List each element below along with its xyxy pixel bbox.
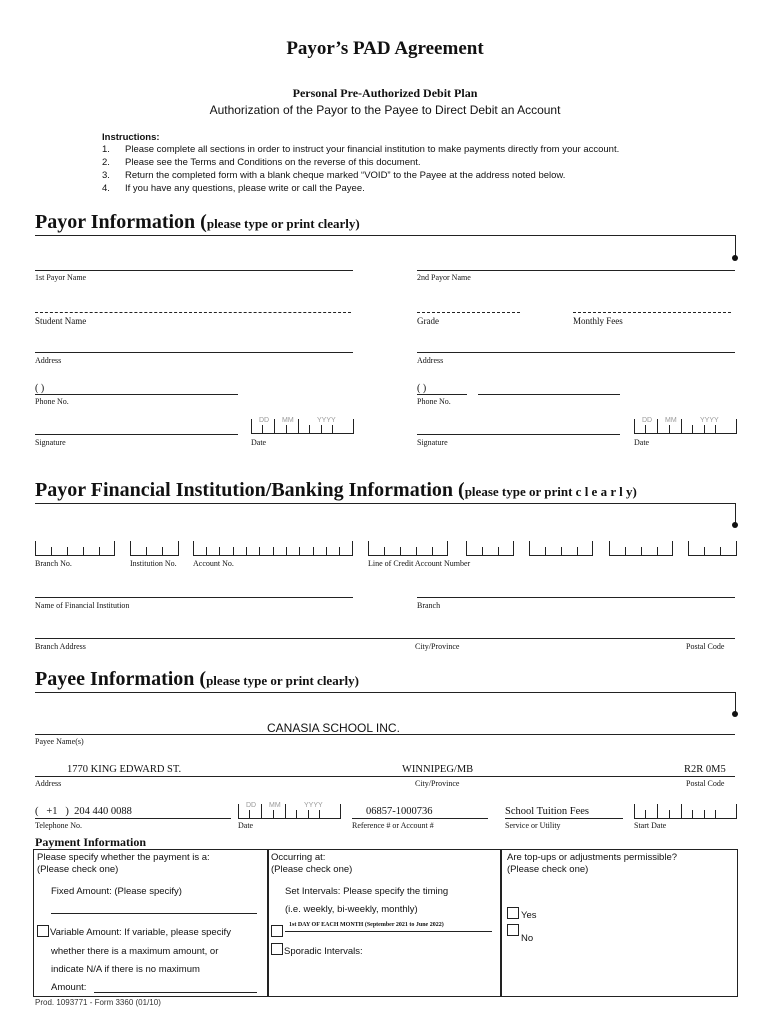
payee-city-label: City/Province	[415, 779, 460, 788]
subtitle: Personal Pre-Authorized Debit Plan	[292, 86, 478, 100]
instruction-item: 1. Please complete all sections in order to instruct your financial institution to make payments directly from your account.	[102, 144, 620, 155]
occurrence-cell	[267, 849, 502, 997]
section-rule-dot	[732, 522, 738, 528]
payor-address-field[interactable]	[35, 352, 353, 353]
monthly-fees-field[interactable]	[573, 312, 731, 313]
sporadic-label: Sporadic Intervals:	[284, 946, 363, 957]
section-rule	[35, 503, 736, 504]
line-of-credit-field[interactable]	[529, 541, 593, 556]
payee-phone-area: +1	[46, 806, 58, 817]
no-checkbox[interactable]	[507, 924, 519, 936]
payment-type-cell	[33, 849, 269, 997]
interval-field	[285, 931, 492, 932]
postal-code-label: Postal Code	[686, 642, 725, 651]
service-label: Service or Utility	[505, 821, 561, 830]
variable-amount-label: Variable Amount: If variable, please specify	[50, 927, 231, 938]
payee-phone-field	[35, 818, 231, 819]
instruction-item: 4. If you have any questions, please write or call the Payee.	[102, 183, 365, 194]
branch-field[interactable]	[417, 597, 735, 598]
page-title: Payor’s PAD Agreement	[286, 38, 484, 59]
address-label: Address	[417, 356, 444, 365]
date-label: Date	[634, 438, 650, 447]
branch-address-label: Branch Address	[35, 642, 86, 651]
payee-postal-label: Postal Code	[686, 779, 725, 788]
signature-field[interactable]	[35, 434, 238, 435]
adjustments-intro: Are top-ups or adjustments permissible?	[507, 852, 678, 863]
line-of-credit-field[interactable]	[688, 541, 737, 556]
signature-field[interactable]	[417, 434, 620, 435]
date-hint-dd: DD	[246, 802, 257, 809]
payment-type-check-note: (Please check one)	[37, 864, 119, 875]
payee-name-field	[35, 734, 735, 735]
variable-amount-field[interactable]	[94, 992, 257, 993]
no-label: No	[521, 933, 534, 944]
variable-amount-text: whether there is a maximum amount, or	[51, 946, 219, 957]
section-rule-dot	[732, 711, 738, 717]
payee-date-label: Date	[238, 821, 254, 830]
payment-type-intro: Please specify whether the payment is a:	[37, 852, 210, 863]
occurrence-check-note: (Please check one)	[271, 864, 353, 875]
date-hint-yyyy: YYYY	[317, 417, 336, 424]
fixed-amount-field[interactable]	[51, 913, 257, 914]
phone-label: Phone No.	[35, 397, 69, 406]
adjustments-cell	[500, 849, 738, 997]
branch-address-field[interactable]	[35, 638, 735, 639]
line-of-credit-field[interactable]	[466, 541, 514, 556]
phone-label: Phone No.	[417, 397, 451, 406]
payee-address-value[interactable]: 1770 KING EDWARD ST.	[67, 764, 182, 775]
branch-no-field[interactable]	[35, 541, 115, 556]
student-name-label: Student Name	[35, 316, 87, 326]
phone-field[interactable]	[478, 394, 620, 395]
section-rule	[35, 235, 736, 236]
section-rule-end	[735, 235, 736, 257]
first-payor-name-label: 1st Payor Name	[35, 273, 87, 282]
line-of-credit-field[interactable]	[368, 541, 448, 556]
institution-no-label: Institution No.	[130, 559, 177, 568]
payee-address-label: Address	[35, 779, 62, 788]
payment-heading: Payment Information	[35, 835, 146, 849]
date-hint-dd: DD	[259, 417, 270, 424]
variable-amount-text: indicate N/A if there is no maximum	[51, 964, 200, 975]
occurrence-intro: Occurring at:	[271, 852, 326, 863]
monthly-fees-label: Monthly Fees	[573, 316, 623, 326]
second-payor-name-label: 2nd Payor Name	[417, 273, 471, 282]
date-hint-mm: MM	[269, 802, 281, 809]
financial-institution-label: Name of Financial Institution	[35, 601, 130, 610]
bank-section-heading: Payor Financial Institution/Banking Information (please type or print c l e a r l y)	[35, 479, 637, 501]
start-date-field[interactable]	[634, 804, 737, 819]
interval-value[interactable]: 1st DAY OF EACH MONTH (September 2021 to June 2022)	[289, 922, 444, 928]
set-intervals-hint: (i.e. weekly, bi-weekly, monthly)	[285, 904, 418, 915]
financial-institution-field[interactable]	[35, 597, 353, 598]
variable-amount-text: Amount:	[51, 982, 87, 993]
telephone-label: Telephone No.	[35, 821, 82, 830]
payee-phone-value[interactable]: ( +1 ) 204 440 0088	[35, 806, 132, 817]
yes-checkbox[interactable]	[507, 907, 519, 919]
tagline: Authorization of the Payor to the Payee to Direct Debit an Account	[209, 103, 561, 117]
start-date-label: Start Date	[634, 821, 667, 830]
institution-no-field[interactable]	[130, 541, 179, 556]
reference-label: Reference # or Account #	[352, 821, 434, 830]
signature-label: Signature	[35, 438, 66, 447]
date-hint-mm: MM	[665, 417, 677, 424]
student-name-field[interactable]	[35, 312, 351, 313]
reference-field	[352, 818, 488, 819]
adjustments-check-note: (Please check one)	[507, 864, 589, 875]
variable-amount-checkbox[interactable]	[37, 925, 49, 937]
payee-name-value[interactable]: CANASIA SCHOOL INC.	[267, 721, 400, 735]
first-payor-name-field[interactable]	[35, 270, 353, 271]
yes-label: Yes	[521, 910, 537, 921]
date-hint-dd: DD	[642, 417, 653, 424]
service-value[interactable]: School Tuition Fees	[505, 806, 590, 817]
payee-date-field[interactable]	[238, 804, 341, 819]
city-province-label: City/Province	[415, 642, 460, 651]
set-intervals-checkbox[interactable]	[271, 925, 283, 937]
address-label: Address	[35, 356, 62, 365]
instructions	[102, 132, 742, 196]
payor-date-field[interactable]	[251, 419, 354, 434]
instruction-item: 2. Please see the Terms and Conditions on the reverse of this document.	[102, 157, 421, 168]
fixed-amount-label: Fixed Amount: (Please specify)	[51, 886, 182, 897]
payee-section-heading: Payee Information (please type or print clearly)	[35, 668, 359, 690]
payee-city-value[interactable]: WINNIPEG/MB	[402, 764, 474, 775]
grade-field[interactable]	[417, 312, 520, 313]
payor2-date-field[interactable]	[634, 419, 737, 434]
date-hint-mm: MM	[282, 417, 294, 424]
section-rule	[35, 692, 736, 693]
date-hint-yyyy: YYYY	[700, 417, 719, 424]
payee-postal-value[interactable]: R2R 0M5	[684, 764, 726, 775]
signature-label: Signature	[417, 438, 448, 447]
service-field	[505, 818, 623, 819]
payor2-address-field[interactable]	[417, 352, 735, 353]
account-no-field[interactable]	[193, 541, 353, 556]
branch-no-label: Branch No.	[35, 559, 72, 568]
payee-address-field	[35, 776, 735, 777]
account-no-label: Account No.	[193, 559, 234, 568]
phone-area-field[interactable]: ( )	[417, 383, 427, 394]
reference-value[interactable]: 06857-1000736	[366, 806, 433, 817]
instruction-item: 3. Return the completed form with a blank cheque marked “VOID” to the Payee at the address noted below.	[102, 170, 566, 181]
instructions-heading: Instructions:	[102, 132, 160, 143]
payor-section-heading: Payor Information (please type or print clearly)	[35, 211, 360, 233]
date-label: Date	[251, 438, 267, 447]
line-of-credit-field[interactable]	[609, 541, 673, 556]
line-of-credit-label: Line of Credit Account Number	[368, 559, 471, 568]
grade-label: Grade	[417, 316, 439, 326]
sporadic-checkbox[interactable]	[271, 943, 283, 955]
form-id: Prod. 1093771 - Form 3360 (01/10)	[35, 998, 161, 1007]
section-rule-bottom	[417, 270, 735, 271]
phone-area-field[interactable]: ( )	[35, 383, 45, 394]
payee-phone-number: 204 440 0088	[74, 806, 132, 817]
branch-label: Branch	[417, 601, 441, 610]
set-intervals-label: Set Intervals: Please specify the timing	[285, 886, 449, 897]
payee-name-label: Payee Name(s)	[35, 737, 84, 746]
section-rule-dot	[732, 255, 738, 261]
date-hint-yyyy: YYYY	[304, 802, 323, 809]
phone-field[interactable]	[35, 394, 238, 395]
phone-field[interactable]	[417, 394, 467, 395]
